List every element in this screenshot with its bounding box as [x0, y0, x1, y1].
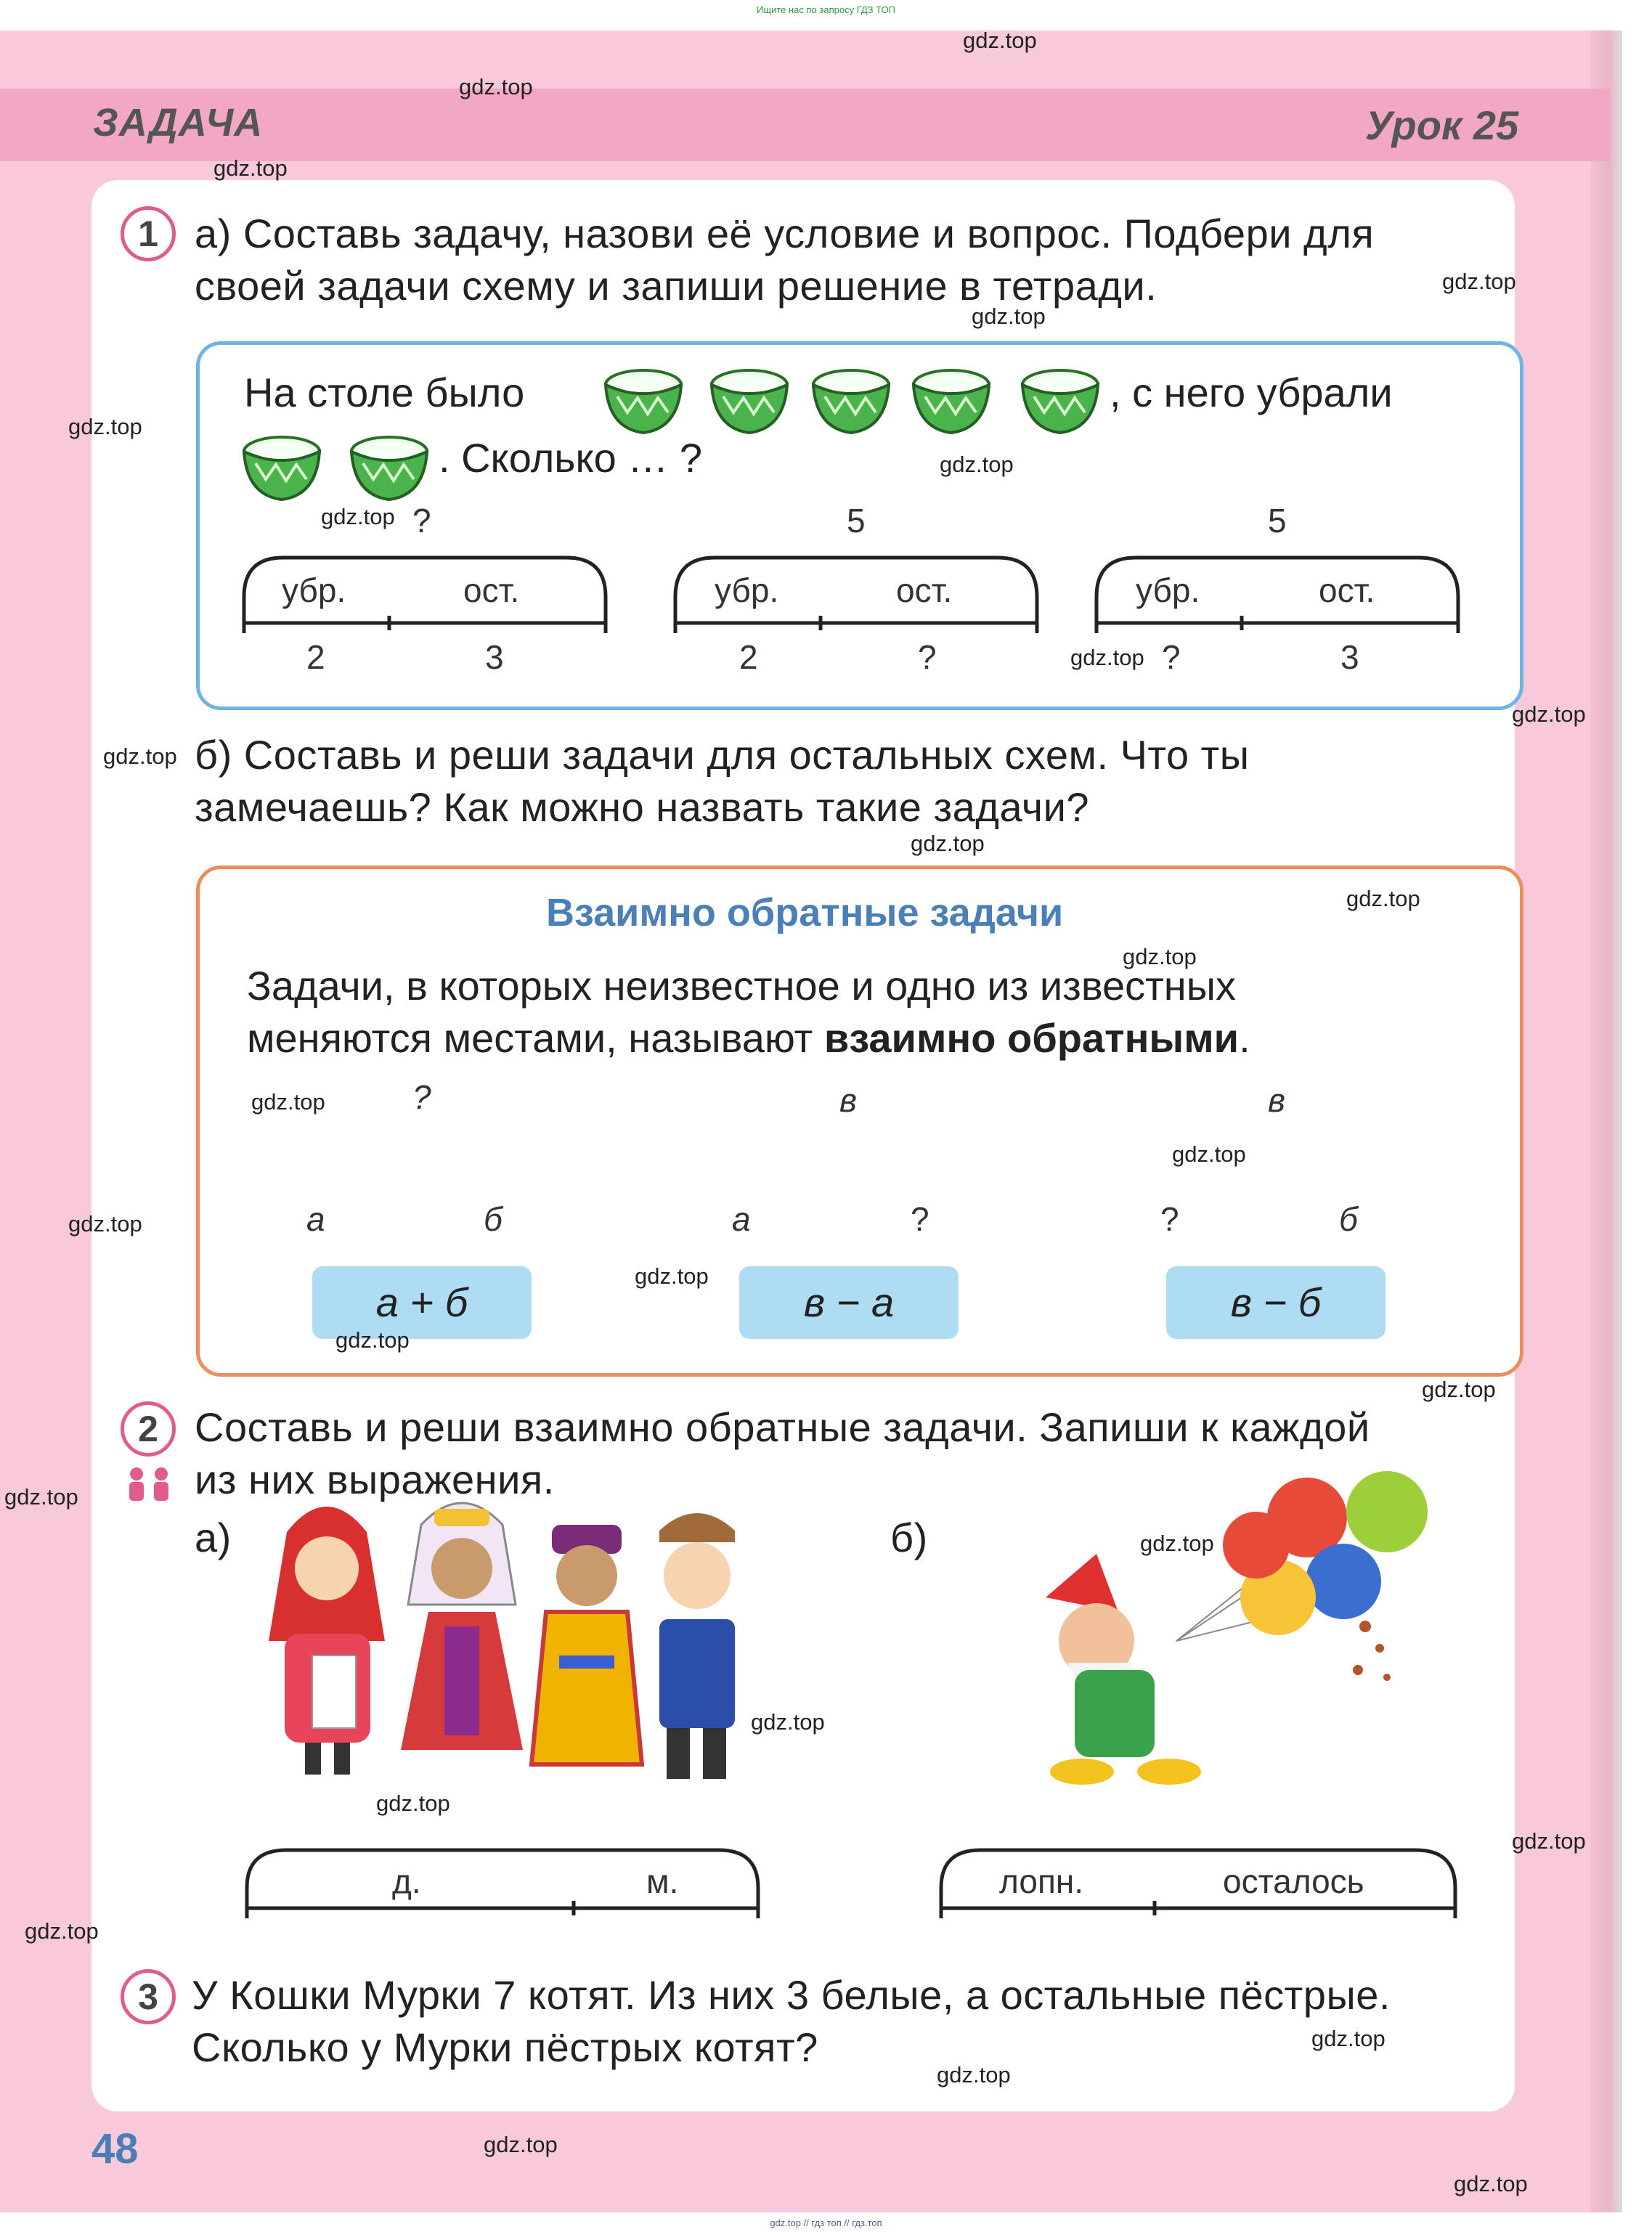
watermark: gdz.top: [1140, 1531, 1214, 1556]
watermark: gdz.top: [937, 2062, 1011, 2088]
watermark: gdz.top: [1454, 2171, 1528, 2196]
rule-scheme-2-bottom-right: ?: [911, 1200, 929, 1238]
cup-icon-1: [606, 370, 681, 433]
scheme-3-bottom-left: ?: [1162, 638, 1181, 676]
watermark: gdz.top: [1442, 269, 1516, 294]
scheme-2-bottom-left: 2: [739, 638, 758, 676]
pair-work-icon: [129, 1467, 168, 1501]
watermark: gdz.top: [68, 1211, 142, 1237]
scheme-1-bottom-right: 3: [485, 638, 504, 676]
watermark: gdz.top: [213, 155, 288, 181]
scheme-2-top: 5: [847, 502, 866, 539]
rule-line2-end: .: [1239, 1015, 1250, 1061]
watermark: gdz.top: [25, 1918, 99, 1944]
scheme-3-top: 5: [1268, 502, 1287, 539]
rule-line1: Задачи, в которых неизвестное и одно из известных: [247, 963, 1236, 1009]
rule-expr-2: в − а: [739, 1266, 959, 1339]
scheme-3-right-label: ост.: [1319, 571, 1375, 609]
scheme-1-bottom-left: 2: [306, 638, 325, 676]
watermark: gdz.top: [972, 304, 1046, 329]
watermark: gdz.top: [103, 744, 177, 769]
story-line2: . Сколько … ?: [439, 435, 702, 481]
scheme-2-right-label: ост.: [896, 571, 953, 609]
task-3-line2: Сколько у Мурки пёстрых котят?: [192, 2024, 818, 2070]
watermark: gdz.top: [68, 414, 142, 439]
cup-icon-3: [813, 370, 889, 433]
rule-expr-3: в − б: [1166, 1266, 1386, 1339]
task-1-number: 1: [121, 206, 176, 261]
task-3-line1: У Кошки Мурки 7 котят. Из них 3 белые, а остальные пёстрые.: [192, 1972, 1391, 2018]
rule-scheme-1-top: ?: [412, 1078, 431, 1116]
rule-scheme-1-bottom-left: а: [306, 1200, 325, 1238]
lesson-title: Урок 25: [1365, 102, 1519, 148]
watermark: gdz.top: [484, 2132, 558, 2157]
rule-scheme-3-bottom-left: ?: [1160, 1200, 1179, 1238]
story-line1-end: , с него убрали: [1110, 370, 1393, 415]
scheme-2-bottom-right: ?: [918, 638, 937, 676]
task-2b-label: б): [890, 1515, 928, 1560]
watermark: gdz.top: [1311, 2026, 1386, 2051]
watermark: gdz.top: [751, 1709, 825, 1735]
scheme-1-right-label: ост.: [463, 571, 520, 609]
task-2-line1: Составь и реши взаимно обратные задачи. Запиши к каждой: [195, 1404, 1370, 1450]
watermark: gdz.top: [1123, 944, 1197, 969]
watermark: gdz.top: [940, 452, 1014, 477]
rule-scheme-2-top: в: [839, 1081, 858, 1119]
task-1b-line1: б) Составь и реши задачи для остальных схем. Что ты: [195, 732, 1250, 778]
task-2-number: 2: [121, 1401, 176, 1457]
rule-scheme-1-bottom-right: б: [484, 1200, 502, 1238]
task-2a-label: а): [195, 1515, 232, 1560]
task-2-line2: из них выражения.: [195, 1457, 555, 1502]
watermark: gdz.top: [1512, 701, 1586, 727]
page-number: 48: [91, 2125, 139, 2172]
rule-expr-1: а + б: [312, 1266, 532, 1339]
task-3-number: 3: [121, 1969, 176, 2024]
cup-icon-6: [244, 437, 320, 500]
watermark: gdz.top: [321, 504, 395, 529]
rule-scheme-3-bottom-right: б: [1339, 1200, 1358, 1238]
scheme-1-top: ?: [412, 502, 431, 539]
rule-line2-start: меняются местами, называют: [247, 1015, 824, 1061]
scheme-2-left-label: убр.: [715, 571, 779, 609]
task-2b-right-label: осталось: [1223, 1862, 1364, 1900]
rule-title: Взаимно обратные задачи: [546, 891, 1064, 934]
watermark: gdz.top: [335, 1327, 410, 1353]
task-2a-right-label: м.: [646, 1862, 679, 1900]
cup-icon-2: [712, 370, 787, 433]
children-illustration: [269, 1503, 735, 1779]
cup-icon-5: [1022, 370, 1098, 433]
rule-scheme-3-top: в: [1268, 1081, 1286, 1119]
task-2a-left-label: д.: [392, 1862, 421, 1900]
rule-scheme-2-bottom-left: а: [732, 1200, 751, 1238]
watermark: gdz.top: [911, 831, 985, 856]
scheme-3-left-label: убр.: [1136, 571, 1200, 609]
bottom-note: gdz.top // гдз топ // гдз.топ: [770, 2217, 882, 2228]
rule-term: взаимно обратными: [823, 1015, 1240, 1061]
watermark: gdz.top: [1172, 1141, 1246, 1167]
scheme-1-left-label: убр.: [282, 571, 346, 609]
rule-line2: [247, 1012, 1250, 1064]
cup-icon-7: [351, 437, 427, 500]
story-line1-start: На столе было: [244, 370, 525, 415]
watermark: gdz.top: [376, 1791, 450, 1816]
watermark: gdz.top: [1512, 1828, 1586, 1854]
watermark: gdz.top: [4, 1484, 78, 1510]
watermark: gdz.top: [459, 74, 533, 99]
watermark: gdz.top: [1422, 1377, 1496, 1402]
watermark: gdz.top: [1070, 645, 1144, 670]
task-1b-line2: замечаешь? Как можно назвать такие задачи?: [195, 784, 1089, 830]
watermark: gdz.top: [963, 28, 1037, 53]
watermark: gdz.top: [635, 1263, 709, 1289]
cup-icon-4: [914, 370, 989, 433]
gnome-balloons-illustration: [1046, 1471, 1428, 1785]
watermark: gdz.top: [251, 1089, 325, 1115]
task-2b-left-label: лопн.: [999, 1862, 1084, 1900]
section-title: ЗАДАЧА: [93, 101, 264, 144]
watermark: gdz.top: [1346, 886, 1420, 911]
top-note: Ищите нас по запросу ГДЗ ТОП: [757, 4, 895, 15]
task-1a-line1: а) Составь задачу, назови её условие и вопрос. Подбери для: [195, 211, 1375, 256]
scheme-3-bottom-right: 3: [1340, 638, 1359, 676]
task-1a-line2: своей задачи схему и запиши решение в тетради.: [195, 263, 1157, 309]
